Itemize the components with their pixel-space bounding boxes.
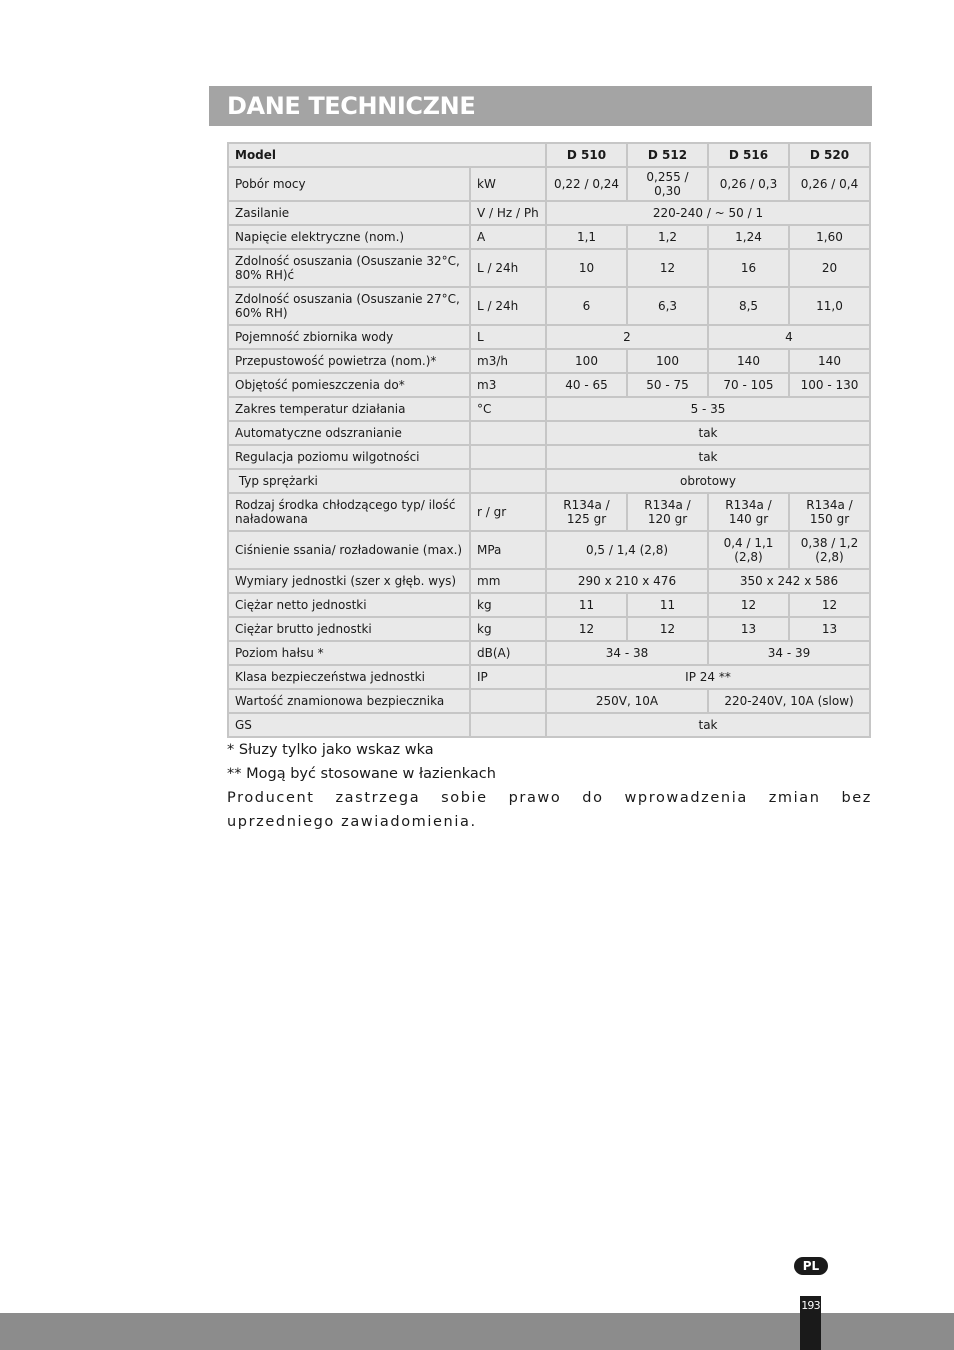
row-label: Typ sprężarki <box>228 469 470 493</box>
row-label: Klasa bezpieczeństwa jednostki <box>228 665 470 689</box>
row-value: 16 <box>708 249 789 287</box>
table-row <box>228 167 870 201</box>
row-value: 20 <box>789 249 870 287</box>
row-unit <box>470 421 546 445</box>
table-row <box>228 373 870 397</box>
table-row <box>228 641 870 665</box>
page-title: DANE TECHNICZNE <box>227 92 476 120</box>
row-value: R134a / 150 gr <box>789 493 870 531</box>
row-value: 100 <box>546 349 627 373</box>
row-value: 70 - 105 <box>708 373 789 397</box>
table-row <box>228 225 870 249</box>
row-unit <box>470 469 546 493</box>
model-header: Model <box>228 143 546 167</box>
table-row <box>228 665 870 689</box>
section-title-bar <box>209 86 872 126</box>
row-value: 2 <box>546 325 708 349</box>
row-value: 13 <box>708 617 789 641</box>
row-value: 290 x 210 x 476 <box>546 569 708 593</box>
row-value: 0,26 / 0,4 <box>789 167 870 201</box>
row-value: 0,4 / 1,1 (2,8) <box>708 531 789 569</box>
row-value: 40 - 65 <box>546 373 627 397</box>
row-unit: V / Hz / Ph <box>470 201 546 225</box>
row-value: R134a / 120 gr <box>627 493 708 531</box>
row-unit: m3/h <box>470 349 546 373</box>
language-badge: PL <box>794 1257 828 1275</box>
table-row <box>228 469 870 493</box>
table-row <box>228 689 870 713</box>
table-row <box>228 325 870 349</box>
footnote-double-asterisk: ** Mogą być stosowane w łazienkach <box>227 766 496 782</box>
table-header-row <box>228 143 870 167</box>
table-row <box>228 593 870 617</box>
row-unit: m3 <box>470 373 546 397</box>
row-unit: kW <box>470 167 546 201</box>
row-value: 5 - 35 <box>546 397 870 421</box>
row-label: Zdolność osuszania (Osuszanie 27°C, 60% RH) <box>228 287 470 325</box>
row-value: 12 <box>627 249 708 287</box>
row-unit: kg <box>470 593 546 617</box>
row-value: 1,24 <box>708 225 789 249</box>
row-value: 0,255 / 0,30 <box>627 167 708 201</box>
row-label: Rodzaj środka chłodzącego typ/ ilość naładowana <box>228 493 470 531</box>
row-value: 140 <box>789 349 870 373</box>
row-value: 11,0 <box>789 287 870 325</box>
row-label: Wartość znamionowa bezpiecznika <box>228 689 470 713</box>
row-label: Poziom hałsu * <box>228 641 470 665</box>
row-value: 350 x 242 x 586 <box>708 569 870 593</box>
table-row <box>228 445 870 469</box>
table-row <box>228 713 870 737</box>
row-value: 12 <box>708 593 789 617</box>
model-header-d510: D 510 <box>546 143 627 167</box>
row-value: 100 - 130 <box>789 373 870 397</box>
row-value: 220-240V, 10A (slow) <box>708 689 870 713</box>
row-unit: r / gr <box>470 493 546 531</box>
table-row <box>228 349 870 373</box>
row-value: 12 <box>789 593 870 617</box>
model-header-d520: D 520 <box>789 143 870 167</box>
row-unit: dB(A) <box>470 641 546 665</box>
row-value: 11 <box>546 593 627 617</box>
row-value: 6,3 <box>627 287 708 325</box>
row-value: 1,2 <box>627 225 708 249</box>
table-row <box>228 397 870 421</box>
row-value: 140 <box>708 349 789 373</box>
model-header-d512: D 512 <box>627 143 708 167</box>
row-value: 0,26 / 0,3 <box>708 167 789 201</box>
row-label: Zdolność osuszania (Osuszanie 32°C, 80% RH)ć <box>228 249 470 287</box>
row-value: 10 <box>546 249 627 287</box>
row-value: tak <box>546 445 870 469</box>
row-unit: kg <box>470 617 546 641</box>
row-label: Zasilanie <box>228 201 470 225</box>
row-label: Regulacja poziomu wilgotności <box>228 445 470 469</box>
row-value: 0,5 / 1,4 (2,8) <box>546 531 708 569</box>
table-row <box>228 421 870 445</box>
row-value: tak <box>546 713 870 737</box>
row-unit <box>470 689 546 713</box>
row-value: 4 <box>708 325 870 349</box>
row-label: Pojemność zbiornika wody <box>228 325 470 349</box>
table-row <box>228 569 870 593</box>
row-value: 34 - 39 <box>708 641 870 665</box>
row-label: Ciśnienie ssania/ rozładowanie (max.) <box>228 531 470 569</box>
row-unit: mm <box>470 569 546 593</box>
row-unit: °C <box>470 397 546 421</box>
table-row <box>228 493 870 531</box>
row-label: Wymiary jednostki (szer x głęb. wys) <box>228 569 470 593</box>
model-header-d516: D 516 <box>708 143 789 167</box>
row-value: R134a / 125 gr <box>546 493 627 531</box>
technical-data-table <box>227 142 871 738</box>
row-value: obrotowy <box>546 469 870 493</box>
row-value: tak <box>546 421 870 445</box>
table-row <box>228 249 870 287</box>
row-label: Automatyczne odszranianie <box>228 421 470 445</box>
row-value: 13 <box>789 617 870 641</box>
row-value: 0,38 / 1,2 (2,8) <box>789 531 870 569</box>
row-value: 220-240 / ~ 50 / 1 <box>546 201 870 225</box>
footnotes <box>227 738 872 834</box>
row-value: 0,22 / 0,24 <box>546 167 627 201</box>
row-value: 250V, 10A <box>546 689 708 713</box>
row-label: Zakres temperatur działania <box>228 397 470 421</box>
row-value: 12 <box>546 617 627 641</box>
row-value: 12 <box>627 617 708 641</box>
row-label: Pobór mocy <box>228 167 470 201</box>
row-label: Napięcie elektryczne (nom.) <box>228 225 470 249</box>
row-value: 34 - 38 <box>546 641 708 665</box>
row-label: Objętość pomieszczenia do* <box>228 373 470 397</box>
row-unit: L <box>470 325 546 349</box>
row-unit <box>470 445 546 469</box>
table-row <box>228 287 870 325</box>
row-label: GS <box>228 713 470 737</box>
row-unit <box>470 713 546 737</box>
manufacturer-disclaimer: Producent zastrzega sobie prawo do wprowadzenia zmian bez uprzedniego zawiadomienia. <box>227 790 872 830</box>
row-value: 8,5 <box>708 287 789 325</box>
row-label: Ciężar netto jednostki <box>228 593 470 617</box>
row-unit: A <box>470 225 546 249</box>
row-unit: L / 24h <box>470 249 546 287</box>
row-value: 50 - 75 <box>627 373 708 397</box>
row-value: 1,60 <box>789 225 870 249</box>
footnote-single-asterisk: * Słuzy tylko jako wskaz wka <box>227 742 434 758</box>
row-value: R134a / 140 gr <box>708 493 789 531</box>
row-value: 100 <box>627 349 708 373</box>
row-value: 1,1 <box>546 225 627 249</box>
table-row <box>228 531 870 569</box>
page-number: 193 <box>800 1296 821 1350</box>
row-unit: IP <box>470 665 546 689</box>
table-row <box>228 201 870 225</box>
row-label: Przepustowość powietrza (nom.)* <box>228 349 470 373</box>
table-row <box>228 617 870 641</box>
row-unit: MPa <box>470 531 546 569</box>
row-label: Ciężar brutto jednostki <box>228 617 470 641</box>
row-value: 6 <box>546 287 627 325</box>
row-value: IP 24 ** <box>546 665 870 689</box>
row-unit: L / 24h <box>470 287 546 325</box>
row-value: 11 <box>627 593 708 617</box>
